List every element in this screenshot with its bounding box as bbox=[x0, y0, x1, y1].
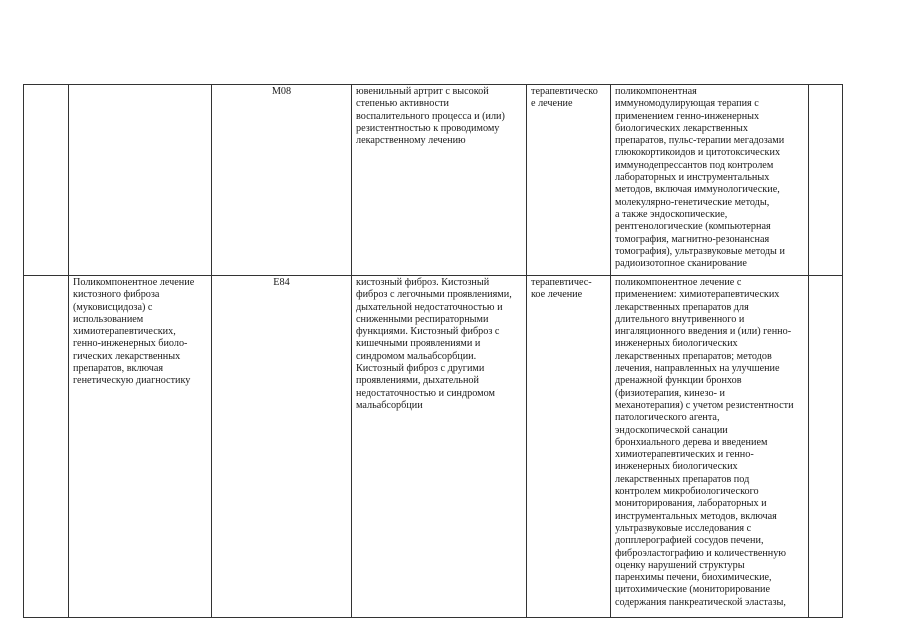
treatment-name-cell: Поликомпонентное лечение кистозного фиброза (муковисцидоза) с использованием химиотерапевтических, генно-инженерных биоло- гических лекарственных препаратов, включая генетическую диагностику bbox=[69, 276, 212, 618]
treatment-type-cell: терапевтическо е лечение bbox=[527, 85, 611, 276]
diagnosis-cell: кистозный фиброз. Кистозный фиброз с легочными проявлениями, дыхательной недостаточностью и сниженными респираторными функциями. Кистозный фиброз с кишечными проявлениями и синдромом мальабсорбции. Кистозный фиброз с другими проявлениями, дыхательной недостаточностью и синдромом мальабсорбции bbox=[352, 276, 527, 618]
treatment-name-cell bbox=[69, 85, 212, 276]
diagnosis-cell: ювенильный артрит с высокой степенью активности воспалительного процесса и (или) резистентностью к проводимому лекарственному лечению bbox=[352, 85, 527, 276]
treatment-method-cell: поликомпонентное лечение с применением: химиотерапевтических лекарственных препаратов для длительного внутривенного и ингаляционного введения и (или) генно- инженерных биологических лекарственных препаратов; методов лечения, направленных на улучшение дренажной функции бронхов (физиотерапия, кинезо- и механотерапия) с учетом резистентности патологического агента, эндоскопической санации бронхиального дерева и введением химиотерапевтических и генно- инженерных биологических лекарственных препаратов под контролем микробиологического мониторирования, лабораторных и инструментальных методов, включая ультразвуковые исследования с допплерографией сосудов печени, фиброэластографию и количественную оценку нарушений структуры паренхимы печени, биохимические, цитохимические (мониторирование содержания панкреатической эластазы, bbox=[611, 276, 809, 618]
icd-code-cell: M08 bbox=[212, 85, 352, 276]
medical-care-table bbox=[23, 84, 843, 618]
treatment-type-cell: терапевтичес- кое лечение bbox=[527, 276, 611, 618]
treatment-method-cell: поликомпонентная иммуномодулирующая терапия с применением генно-инженерных биологических лекарственных препаратов, пульс-терапии мегадозами глюкокортикоидов и цитотоксических иммунодепрессантов под контролем лабораторных и инструментальных методов, включая иммунологические, молекулярно-генетические методы, а также эндоскопические, рентгенологические (компьютерная томография, магнитно-резонансная томография), ультразвуковые методы и радиоизотопное сканирование bbox=[611, 85, 809, 276]
table-row bbox=[24, 276, 843, 618]
row-number-cell bbox=[24, 276, 69, 618]
table-row bbox=[24, 85, 843, 276]
extra-cell bbox=[809, 85, 843, 276]
row-number-cell bbox=[24, 85, 69, 276]
icd-code-cell: E84 bbox=[212, 276, 352, 618]
extra-cell bbox=[809, 276, 843, 618]
